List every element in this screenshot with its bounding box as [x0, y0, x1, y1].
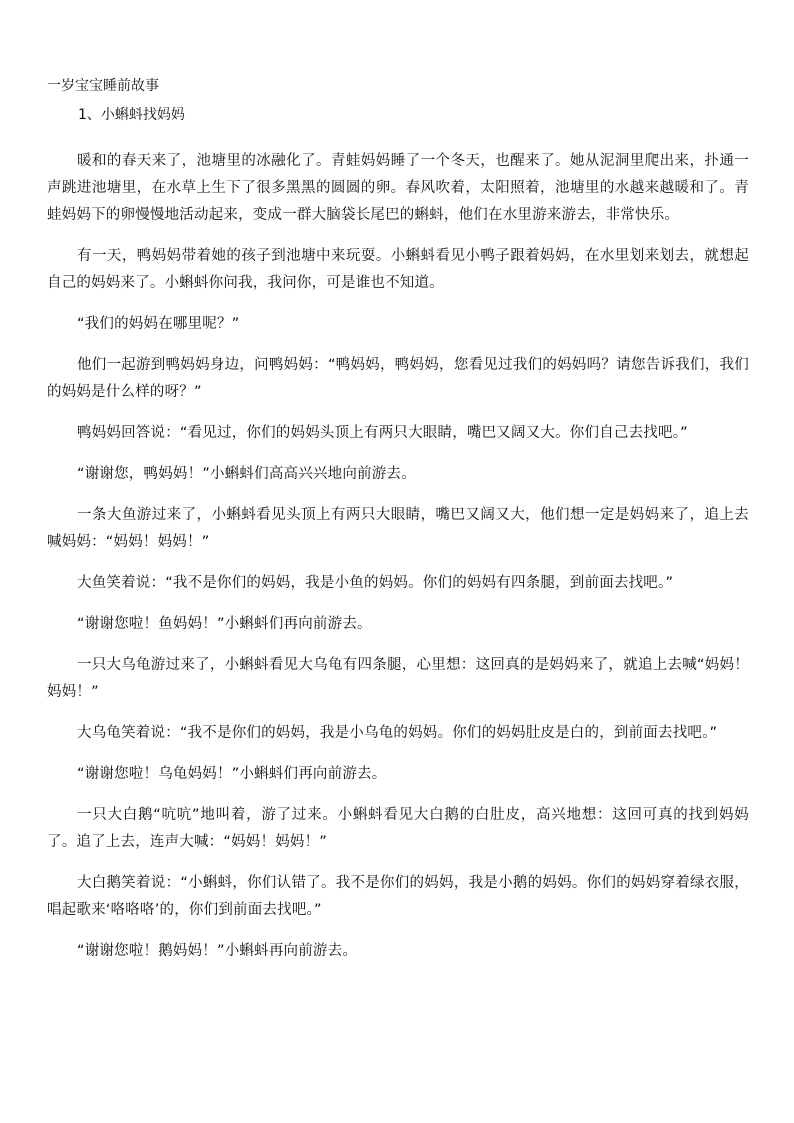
paragraph: 有一天，鸭妈妈带着她的孩子到池塘中来玩耍。小蝌蚪看见小鸭子跟着妈妈，在水里划来划去，就想起自己的妈妈来了。小蝌蚪你问我，我问你，可是谁也不知道。 — [47, 248, 749, 291]
paragraph: 一只大乌龟游过来了，小蝌蚪看见大乌龟有四条腿，心里想：这回真的是妈妈来了，就追上去喊“妈妈！妈妈！” — [47, 657, 749, 700]
paragraph: 暖和的春天来了，池塘里的冰融化了。青蛙妈妈睡了一个冬天，也醒来了。她从泥洞里爬出来，扑通一声跳进池塘里，在水草上生下了很多黑黑的圆圆的卵。春风吹着，太阳照着，池塘里的水越来越暖和了。青蛙妈妈下的卵慢慢地活动起来，变成一群大脑袋长尾巴的蝌蚪，他们在水里游来游去，非常快乐。 — [47, 153, 749, 223]
paragraph: 他们一起游到鸭妈妈身边，问鸭妈妈：“鸭妈妈，鸭妈妈，您看见过我们的妈妈吗？请您告诉我们，我们的妈妈是什么样的呀？” — [47, 357, 749, 400]
paragraph: “谢谢您啦！鱼妈妈！”小蝌蚪们再向前游去。 — [77, 616, 372, 632]
document-title: 一岁宝宝睡前故事 — [47, 78, 159, 94]
story-heading: 1、小蝌蚪找妈妈 — [78, 107, 185, 123]
story-body — [47, 148, 749, 979]
paragraph: 一只大白鹅“吭吭”地叫着，游了过来。小蝌蚪看见大白鹅的白肚皮，高兴地想：这回可真的找到妈妈了。追了上去，连声大喊：“妈妈！妈妈！” — [47, 807, 749, 850]
paragraph: 大鱼笑着说：“我不是你们的妈妈，我是小鱼的妈妈。你们的妈妈有四条腿，到前面去找吧。” — [77, 575, 674, 591]
paragraph: “谢谢您啦！鹅妈妈！”小蝌蚪再向前游去。 — [77, 943, 358, 959]
paragraph: 大乌龟笑着说：“我不是你们的妈妈，我是小乌龟的妈妈。你们的妈妈肚皮是白的，到前面去找吧。” — [77, 725, 718, 741]
paragraph: 一条大鱼游过来了，小蝌蚪看见头顶上有两只大眼睛，嘴巴又阔又大，他们想一定是妈妈来了，追上去喊妈妈：“妈妈！妈妈！” — [47, 507, 749, 550]
paragraph: 鸭妈妈回答说：“看见过，你们的妈妈头顶上有两只大眼睛，嘴巴又阔又大。你们自己去找吧。” — [77, 425, 688, 441]
paragraph: “我们的妈妈在哪里呢？” — [77, 316, 240, 332]
paragraph: “谢谢您啦！乌龟妈妈！”小蝌蚪们再向前游去。 — [77, 766, 387, 782]
paragraph: 大白鹅笑着说：“小蝌蚪，你们认错了。我不是你们的妈妈，我是小鹅的妈妈。你们的妈妈穿着绿衣服，唱起歌来‘咯咯咯’的，你们到前面去找吧。” — [47, 875, 749, 918]
paragraph: “谢谢您，鸭妈妈！”小蝌蚪们高高兴兴地向前游去。 — [77, 466, 416, 482]
